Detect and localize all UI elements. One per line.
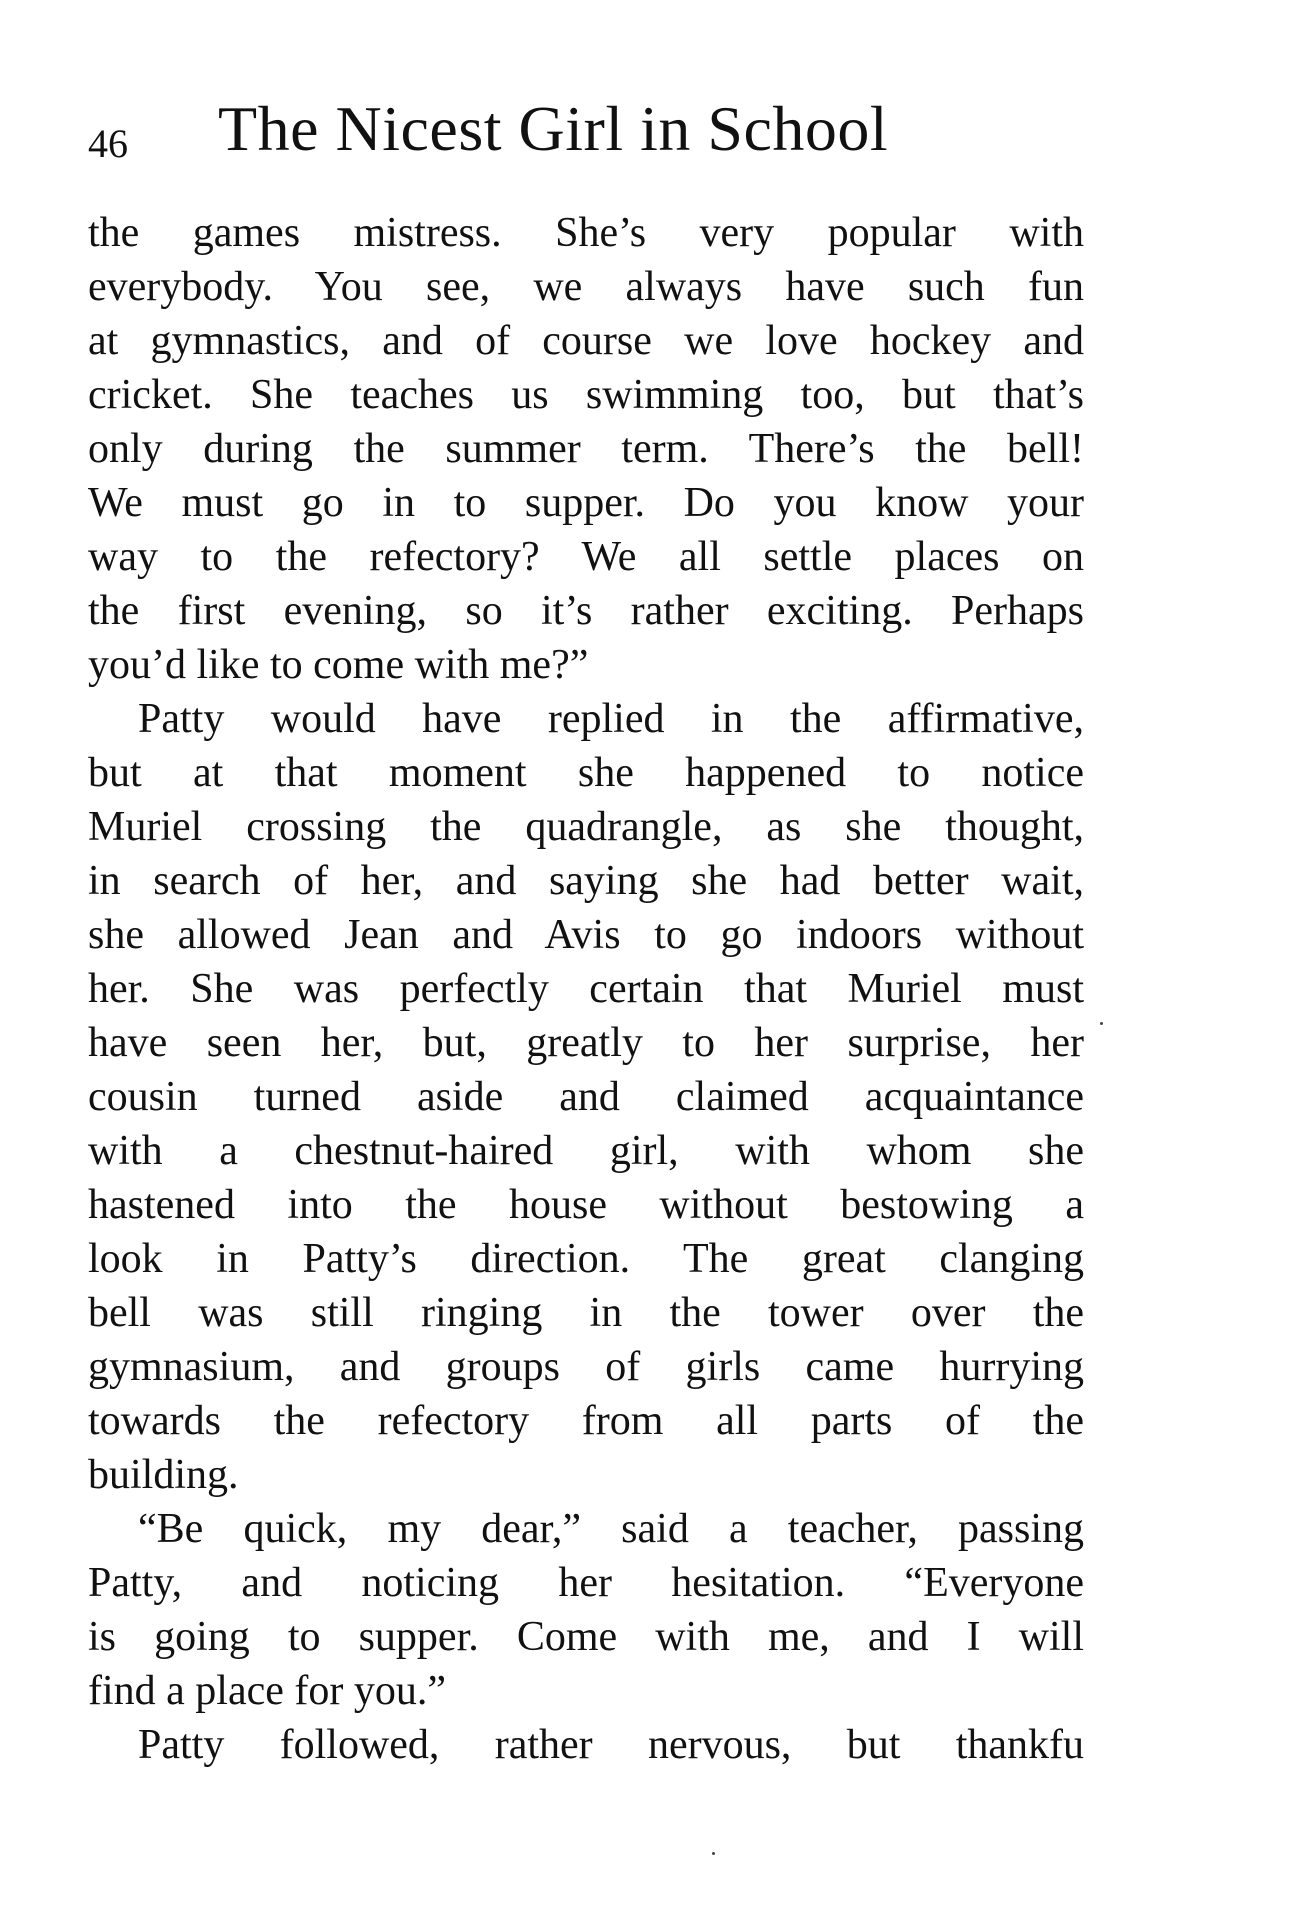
text-line: at gymnastics, and of course we love hockey and	[88, 318, 1084, 364]
text-line: way to the refectory? We all settle places on	[88, 534, 1084, 580]
text-line: bell was still ringing in the tower over the	[88, 1290, 1084, 1336]
text-line: hastened into the house without bestowing a	[88, 1182, 1084, 1228]
body-text	[88, 206, 1084, 1772]
text-line: only during the summer term. There’s the bell!	[88, 426, 1084, 472]
text-line: the first evening, so it’s rather exciting. Perhaps	[88, 588, 1084, 634]
running-title: The Nicest Girl in School	[218, 93, 889, 164]
page-number: 46	[88, 121, 128, 166]
text-line: towards the refectory from all parts of the	[88, 1398, 1084, 1444]
text-line: but at that moment she happened to notice	[88, 750, 1084, 796]
text-line: Muriel crossing the quadrangle, as she thought,	[88, 804, 1084, 850]
text-line: is going to supper. Come with me, and I will	[88, 1614, 1084, 1660]
text-line: cricket. She teaches us swimming too, but that’s	[88, 372, 1084, 418]
text-line: Patty would have replied in the affirmative,	[138, 696, 1084, 742]
page-header	[88, 92, 1088, 172]
text-line: the games mistress. She’s very popular with	[88, 210, 1084, 256]
text-line: everybody. You see, we always have such fun	[88, 264, 1084, 310]
text-line: you’d like to come with me?”	[88, 642, 589, 688]
text-line: gymnasium, and groups of girls came hurrying	[88, 1344, 1084, 1390]
text-line: Patty followed, rather nervous, but thankfu	[138, 1722, 1084, 1768]
text-line: Patty, and noticing her hesitation. “Everyone	[88, 1560, 1084, 1606]
print-speck	[1100, 1022, 1103, 1025]
print-speck	[712, 1852, 715, 1855]
text-line: she allowed Jean and Avis to go indoors without	[88, 912, 1084, 958]
text-line: We must go in to supper. Do you know your	[88, 480, 1084, 526]
text-line: find a place for you.”	[88, 1668, 447, 1714]
text-line: “Be quick, my dear,” said a teacher, passing	[138, 1506, 1084, 1552]
text-line: cousin turned aside and claimed acquaintance	[88, 1074, 1084, 1120]
text-line: building.	[88, 1452, 239, 1498]
text-line: look in Patty’s direction. The great clanging	[88, 1236, 1084, 1282]
text-line: in search of her, and saying she had better wait,	[88, 858, 1084, 904]
text-line: with a chestnut-haired girl, with whom she	[88, 1128, 1084, 1174]
text-line: have seen her, but, greatly to her surprise, her	[88, 1020, 1084, 1066]
text-line: her. She was perfectly certain that Muriel must	[88, 966, 1084, 1012]
